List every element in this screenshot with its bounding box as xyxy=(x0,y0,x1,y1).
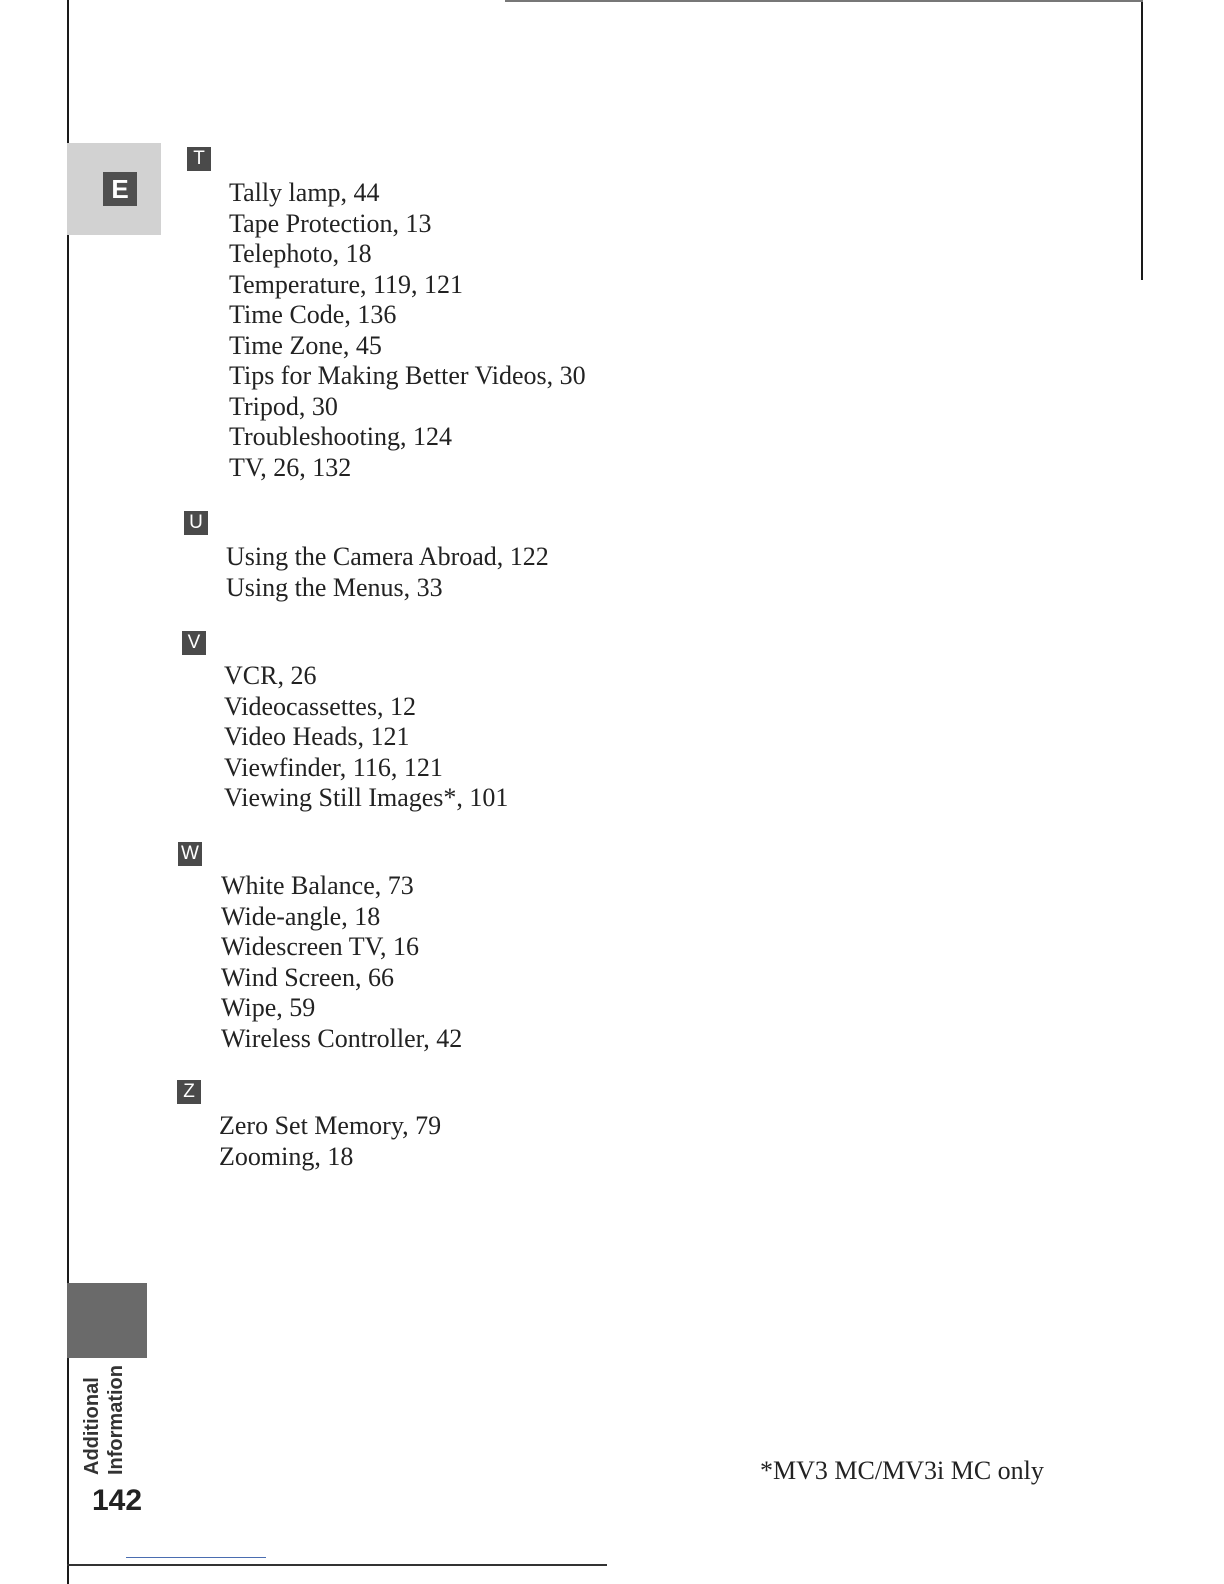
index-entry: Tally lamp, 44 xyxy=(229,178,380,207)
index-entry: Wireless Controller, 42 xyxy=(221,1023,463,1053)
index-entry: Time Zone, 45 xyxy=(229,330,382,360)
index-entry: Time Code, 136 xyxy=(229,300,397,329)
index-section-w xyxy=(178,842,202,866)
section-label xyxy=(80,1365,134,1475)
entries-t xyxy=(229,178,586,483)
entries-w xyxy=(221,871,462,1054)
section-label-line2: Information xyxy=(105,1365,127,1475)
index-entry: Viewing Still Images*, 101 xyxy=(224,783,509,812)
page-number: 142 xyxy=(92,1484,143,1517)
index-entry: Telephoto, 18 xyxy=(229,239,372,268)
entries-u xyxy=(226,542,549,603)
index-entry: Zooming, 18 xyxy=(219,1141,354,1171)
section-letter-w: W xyxy=(178,842,202,866)
index-entry: Widescreen TV, 16 xyxy=(221,932,419,961)
footnote: *MV3 MC/MV3i MC only xyxy=(760,1456,1044,1485)
index-entry: White Balance, 73 xyxy=(221,871,414,900)
index-entry: Troubleshooting, 124 xyxy=(229,422,452,451)
index-entry: Temperature, 119, 121 xyxy=(229,269,464,299)
index-entry: Wipe, 59 xyxy=(221,993,316,1022)
index-entry: Wide-angle, 18 xyxy=(221,901,381,931)
section-letter-v: V xyxy=(182,631,206,655)
index-entry: Tape Protection, 13 xyxy=(229,208,432,238)
index-entry: Videocassettes, 12 xyxy=(224,691,416,721)
index-entry: Zero Set Memory, 79 xyxy=(219,1111,442,1140)
section-letter-u: U xyxy=(184,511,208,535)
index-entry: TV, 26, 132 xyxy=(229,452,352,482)
entries-v xyxy=(224,661,508,814)
index-entry: Viewfinder, 116, 121 xyxy=(224,752,443,782)
index-entry: Wind Screen, 66 xyxy=(221,962,394,992)
index-section-u xyxy=(184,511,208,535)
page-edge-bottom xyxy=(67,1564,607,1566)
entries-z xyxy=(219,1111,441,1172)
index-section-v xyxy=(182,631,206,655)
page-edge-right xyxy=(1141,0,1143,280)
section-letter-t: T xyxy=(187,147,211,171)
language-badge: E xyxy=(103,172,137,206)
page-edge-top xyxy=(505,0,1143,2)
index-entry: VCR, 26 xyxy=(224,661,317,690)
index-entry: Tips for Making Better Videos, 30 xyxy=(229,361,586,390)
index-entry: Tripod, 30 xyxy=(229,391,338,421)
index-entry: Video Heads, 121 xyxy=(224,722,410,751)
section-label-line1: Additional xyxy=(81,1377,103,1475)
bottom-rule xyxy=(126,1557,266,1558)
index-entry: Using the Menus, 33 xyxy=(226,572,443,602)
index-entry: Using the Camera Abroad, 122 xyxy=(226,542,549,571)
index-section-z xyxy=(177,1080,201,1104)
section-tab-marker xyxy=(67,1283,147,1358)
index-section-t xyxy=(187,147,211,171)
section-letter-z: Z xyxy=(177,1080,201,1104)
